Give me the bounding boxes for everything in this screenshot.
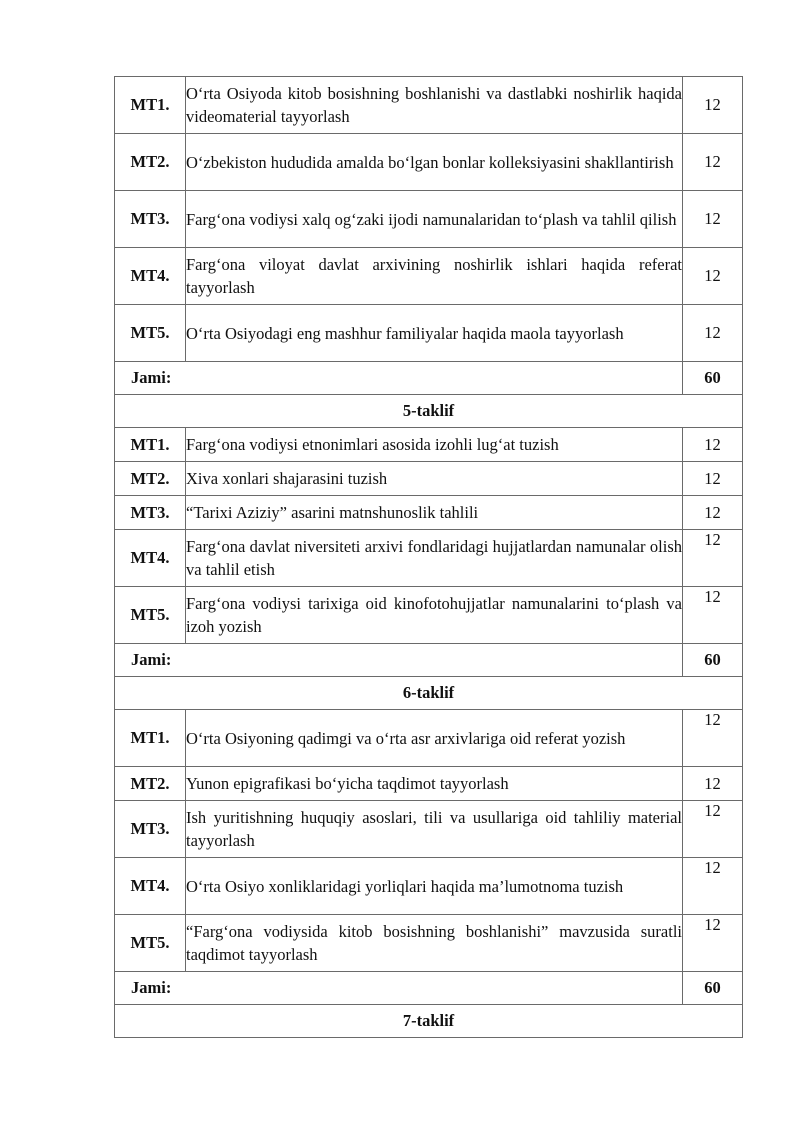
row-description: Farg‘ona vodiysi tarixiga oid kinofotohujjatlar namunalarini to‘plash va izoh yozish — [186, 587, 683, 644]
row-description: O‘rta Osiyo xonliklaridagi yorliqlari haqida ma’lumotnoma tuzish — [186, 858, 683, 915]
row-hours: 12 — [683, 305, 743, 362]
row-description: Ish yuritishning huquqiy asoslari, tili va usullariga oid tahliliy material tayyorlash — [186, 801, 683, 858]
total-label: Jami: — [115, 644, 683, 677]
section-heading: 5-taklif — [115, 395, 743, 428]
table-row — [115, 801, 743, 858]
table-row — [115, 915, 743, 972]
row-code: MT5. — [115, 305, 186, 362]
row-code: MT3. — [115, 801, 186, 858]
total-row — [115, 972, 743, 1005]
table-row — [115, 305, 743, 362]
table-row — [115, 191, 743, 248]
row-hours: 12 — [683, 767, 743, 801]
row-description: O‘rta Osiyoda kitob bosishning boshlanishi va dastlabki noshirlik haqida videomaterial tayyorlash — [186, 77, 683, 134]
row-code: MT2. — [115, 134, 186, 191]
row-hours: 12 — [683, 248, 743, 305]
row-description: “Farg‘ona vodiysida kitob bosishning boshlanishi” mavzusida suratli taqdimot tayyorlash — [186, 915, 683, 972]
total-row — [115, 644, 743, 677]
row-code: MT2. — [115, 767, 186, 801]
section-heading: 6-taklif — [115, 677, 743, 710]
section-heading: 7-taklif — [115, 1005, 743, 1038]
row-description: O‘rta Osiyoning qadimgi va o‘rta asr arxivlariga oid referat yozish — [186, 710, 683, 767]
section-heading-row — [115, 677, 743, 710]
row-hours: 12 — [683, 77, 743, 134]
row-code: MT3. — [115, 496, 186, 530]
row-code: MT1. — [115, 710, 186, 767]
total-label: Jami: — [115, 972, 683, 1005]
table-row — [115, 530, 743, 587]
table-row — [115, 496, 743, 530]
row-code: MT5. — [115, 915, 186, 972]
row-description: Xiva xonlari shajarasini tuzish — [186, 462, 683, 496]
row-code: MT1. — [115, 77, 186, 134]
row-code: MT5. — [115, 587, 186, 644]
row-hours: 12 — [683, 134, 743, 191]
row-hours: 12 — [683, 191, 743, 248]
row-hours: 12 — [683, 587, 743, 644]
table-row — [115, 767, 743, 801]
row-description: Farg‘ona viloyat davlat arxivining noshirlik ishlari haqida referat tayyorlash — [186, 248, 683, 305]
row-code: MT4. — [115, 530, 186, 587]
row-description: Farg‘ona davlat niversiteti arxivi fondlaridagi hujjatlardan namunalar olish va tahlil etish — [186, 530, 683, 587]
row-description: O‘rta Osiyodagi eng mashhur familiyalar haqida maola tayyorlash — [186, 305, 683, 362]
row-code: MT2. — [115, 462, 186, 496]
total-value: 60 — [683, 972, 743, 1005]
row-description: Farg‘ona vodiysi xalq og‘zaki ijodi namunalaridan to‘plash va tahlil qilish — [186, 191, 683, 248]
row-code: MT4. — [115, 858, 186, 915]
row-code: MT1. — [115, 428, 186, 462]
row-description: “Tarixi Aziziy” asarini matnshunoslik tahlili — [186, 496, 683, 530]
section-heading-row — [115, 1005, 743, 1038]
row-code: MT4. — [115, 248, 186, 305]
table-row — [115, 428, 743, 462]
table-row — [115, 587, 743, 644]
assignments-table — [114, 76, 743, 1038]
row-hours: 12 — [683, 858, 743, 915]
total-value: 60 — [683, 644, 743, 677]
table-row — [115, 710, 743, 767]
table-row — [115, 77, 743, 134]
table-row — [115, 134, 743, 191]
total-row — [115, 362, 743, 395]
section-heading-row — [115, 395, 743, 428]
row-code: MT3. — [115, 191, 186, 248]
total-label: Jami: — [115, 362, 683, 395]
table-row — [115, 462, 743, 496]
row-description: O‘zbekiston hududida amalda bo‘lgan bonlar kolleksiyasini shakllantirish — [186, 134, 683, 191]
row-description: Yunon epigrafikasi bo‘yicha taqdimot tayyorlash — [186, 767, 683, 801]
row-hours: 12 — [683, 710, 743, 767]
row-hours: 12 — [683, 801, 743, 858]
table-row — [115, 858, 743, 915]
row-hours: 12 — [683, 915, 743, 972]
row-hours: 12 — [683, 496, 743, 530]
row-description: Farg‘ona vodiysi etnonimlari asosida izohli lug‘at tuzish — [186, 428, 683, 462]
table-row — [115, 248, 743, 305]
total-value: 60 — [683, 362, 743, 395]
row-hours: 12 — [683, 428, 743, 462]
row-hours: 12 — [683, 530, 743, 587]
row-hours: 12 — [683, 462, 743, 496]
